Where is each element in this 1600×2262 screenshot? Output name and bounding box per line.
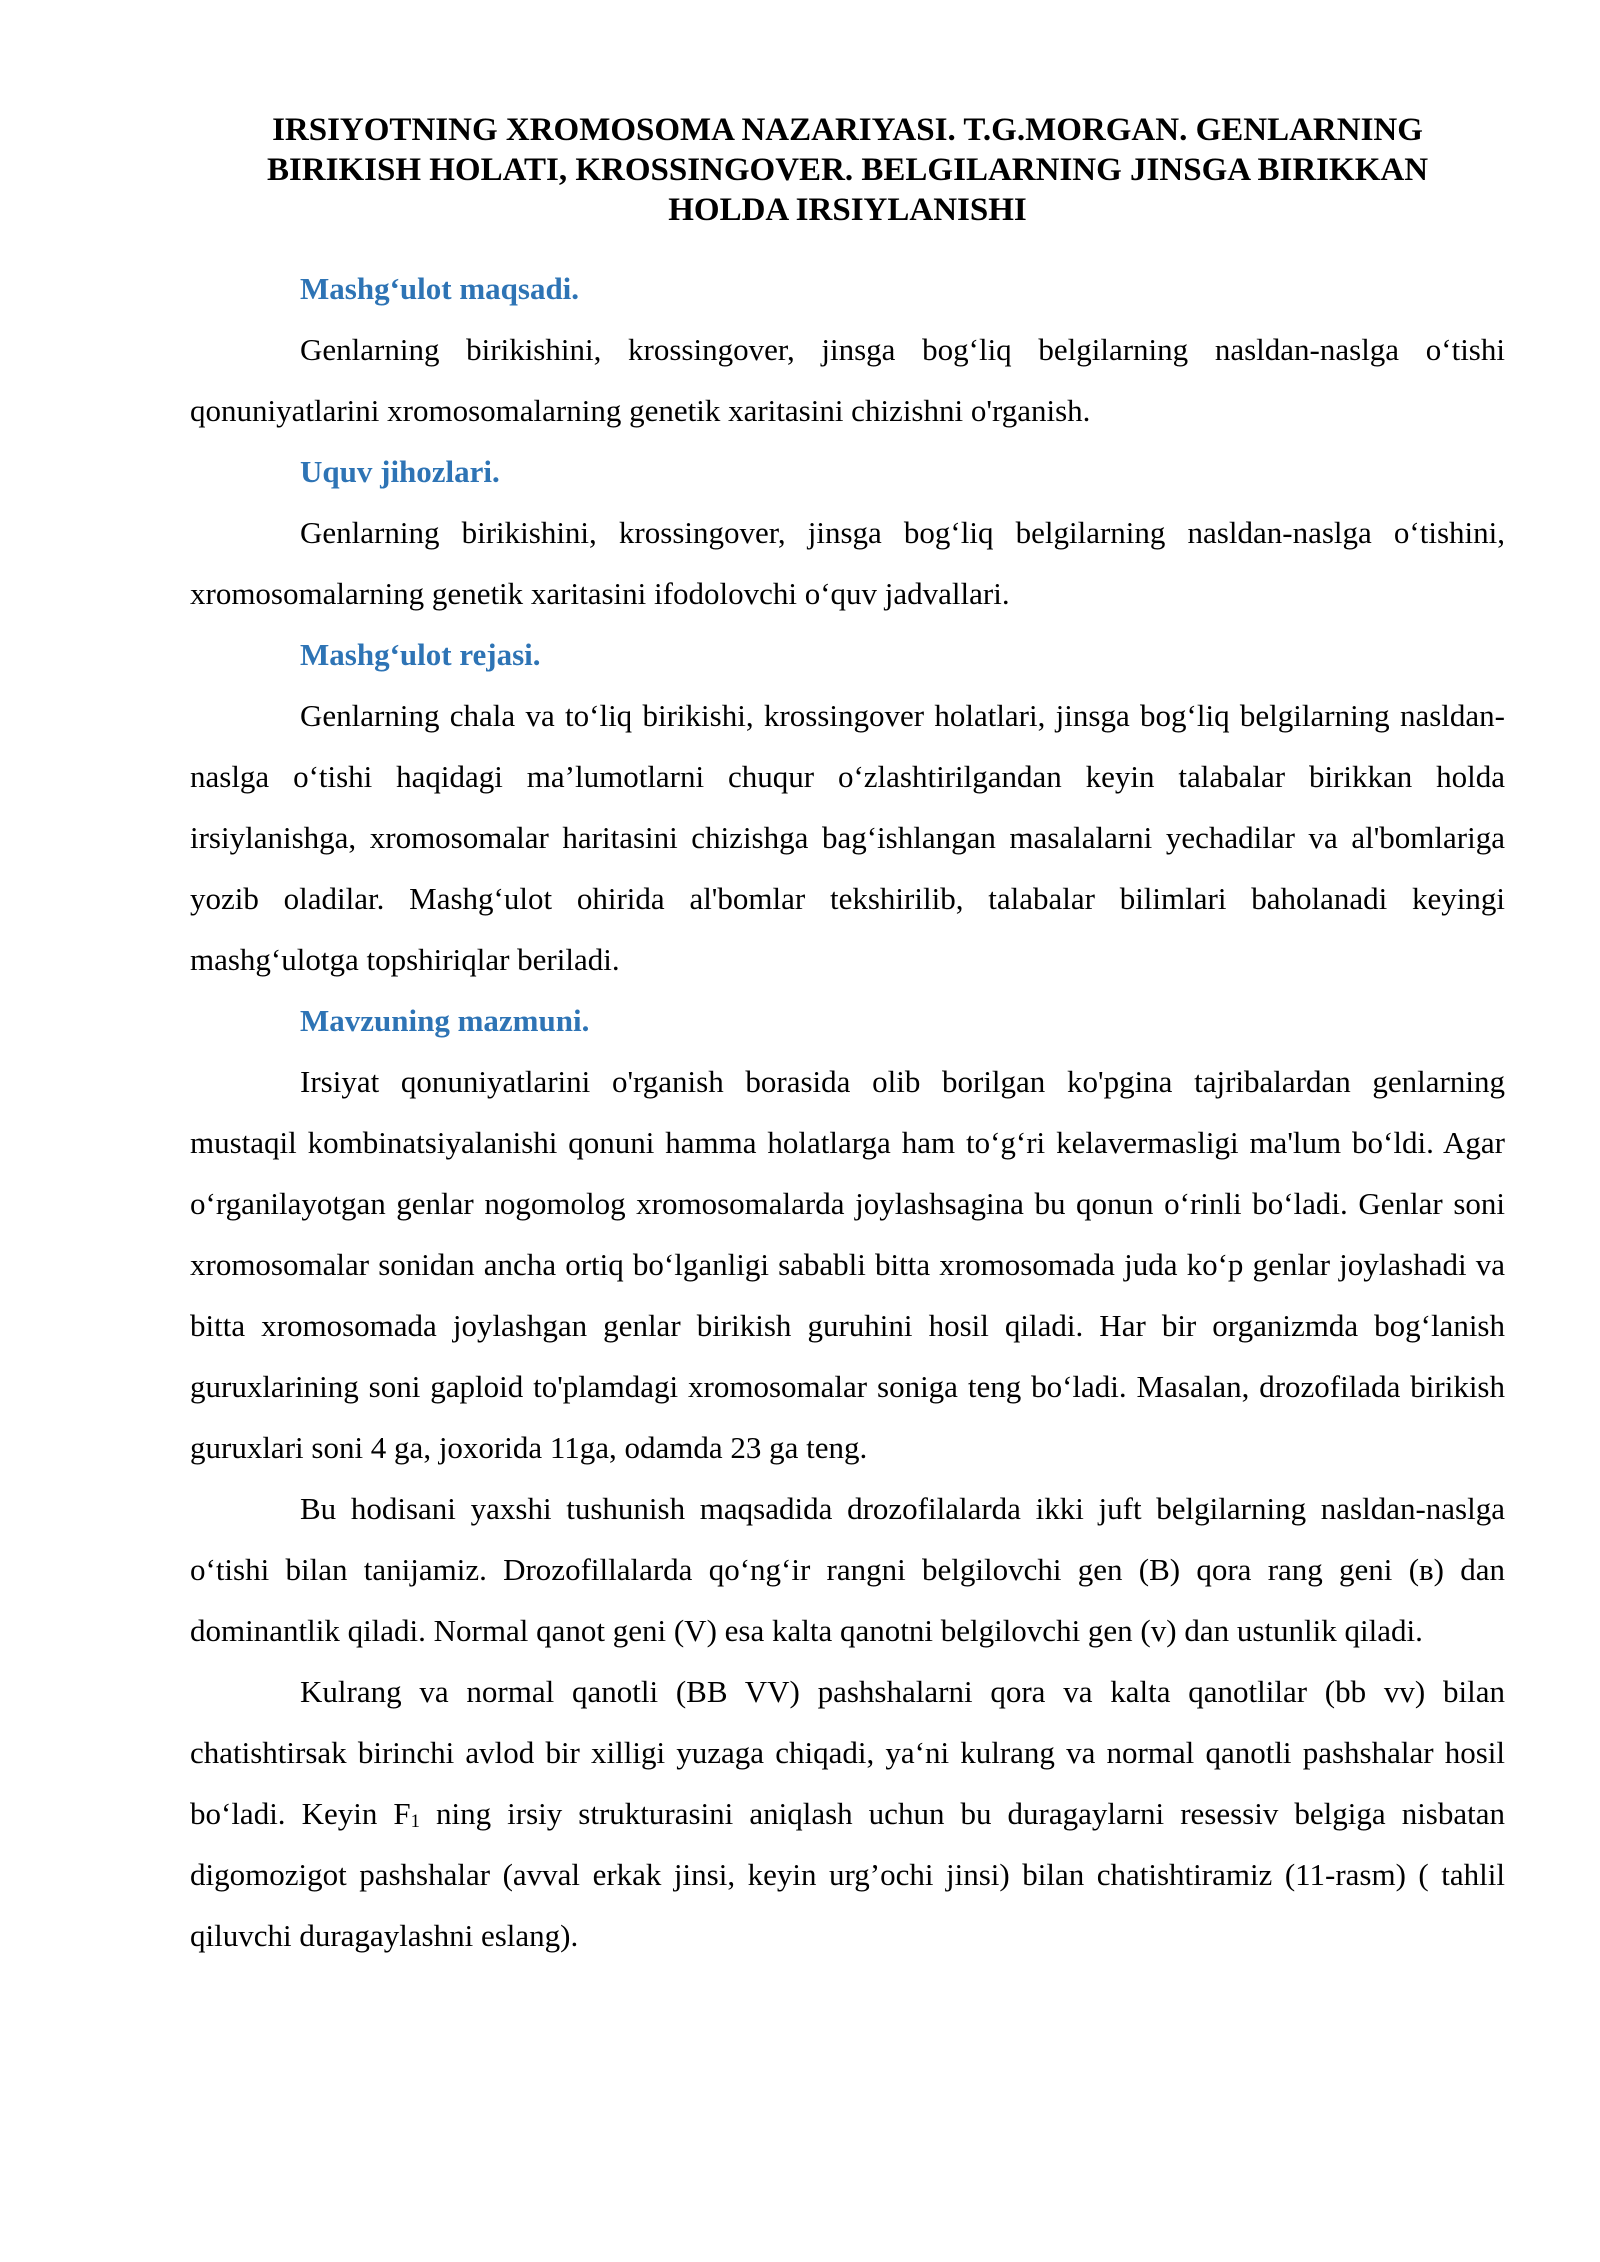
paragraph-plan: Genlarning chala va to‘liq birikishi, krossingover holatlari, jinsga bog‘liq belgilarning nasldan-naslga o‘tishi haqidagi ma’lumotlarni chuqur o‘zlashtirilgandan keyin talabalar birikkan holda irsiylanishga, xromosomalar haritasini chizishga bag‘ishlangan masalalarni yechadilar va al'bomlariga yozib oladilar. Mashg‘ulot ohirida al'bomlar tekshirilib, talabalar bilimlari baholanadi keyingi mashg‘ulotga topshiriqlar beriladi. xyxy=(190,698,1505,977)
title-line-3: HOLDA IRSIYLANISHI xyxy=(668,192,1027,228)
heading-goal: Mashg‘ulot maqsadi. xyxy=(300,271,580,306)
paragraph-content-3-part2: ning irsiy strukturasini aniqlash uchun bu duragaylarni resessiv belgiga nisbatan digomozigot pashshalar (avval erkak jinsi, keyin urg’ochi jinsi) bilan chatishtiramiz (11-rasm) ( tahlil qiluvchi duragaylashni eslang). xyxy=(190,1796,1505,1953)
heading-equipment: Uquv jihozlari. xyxy=(300,454,500,489)
paragraph-content-3 xyxy=(190,1661,1505,1966)
paragraph-content-2: Bu hodisani yaxshi tushunish maqsadida drozofilalarda ikki juft belgilarning nasldan-naslga o‘tishi bilan tanijamiz. Drozofillalarda qo‘ng‘ir rangni belgilovchi gen (B) qora rang geni (в) dan dominantlik qiladi. Normal qanot geni (V) esa kalta qanotni belgilovchi gen (v) dan ustunlik qiladi. xyxy=(190,1491,1505,1648)
paragraph-content-3-part1: Kulrang va normal qanotli (BB VV) pashshalarni qora va kalta qanotlilar (bb vv) bilan chatishtirsak birinchi avlod bir xilligi yuzaga chiqadi, ya‘ni kulrang va normal qanotli pashshalar hosil bo‘ladi. Keyin F xyxy=(190,1674,1505,1831)
title-line-2: BIRIKISH HOLATI, KROSSINGOVER. BELGILARNING JINSGA BIRIKKAN xyxy=(266,152,1429,188)
f1-subscript: 1 xyxy=(410,1811,420,1832)
document-page xyxy=(190,110,1505,1966)
paragraph-equipment: Genlarning birikishini, krossingover, jinsga bog‘liq belgilarning nasldan-naslga o‘tishini, xromosomalarning genetik xaritasini ifodolovchi o‘quv jadvallari. xyxy=(190,515,1505,611)
paragraph-goal: Genlarning birikishini, krossingover, jinsga bog‘liq belgilarning nasldan-naslga o‘tishi qonuniyatlarini xromosomalarning genetik xaritasini chizishni o'rganish. xyxy=(190,332,1505,428)
paragraph-content-1: Irsiyat qonuniyatlarini o'rganish borasida olib borilgan ko'pgina tajribalardan genlarning mustaqil kombinatsiyalanishi qonuni hamma holatlarga ham to‘g‘ri kelavermasligi ma'lum bo‘ldi. Agar o‘rganilayotgan genlar nogomolog xromosomalarda joylashsagina bu qonun o‘rinli bo‘ladi. Genlar soni xromosomalar sonidan ancha ortiq bo‘lganligi sababli bitta xromosomada juda ko‘p genlar joylashadi va bitta xromosomada joylashgan genlar birikish guruhini hosil qiladi. Har bir organizmda bog‘lanish guruxlarining soni gaploid to'plamdagi xromosomalar soniga teng bo‘ladi. Masalan, drozofilada birikish guruxlari soni 4 ga, joxorida 11ga, odamda 23 ga teng. xyxy=(190,1064,1505,1465)
heading-plan: Mashg‘ulot rejasi. xyxy=(300,637,541,672)
title-line-1: IRSIYOTNING XROMOSOMA NAZARIYASI. T.G.MORGAN. GENLARNING xyxy=(272,112,1423,148)
heading-content: Mavzuning mazmuni. xyxy=(300,1003,590,1038)
document-title xyxy=(190,110,1505,230)
